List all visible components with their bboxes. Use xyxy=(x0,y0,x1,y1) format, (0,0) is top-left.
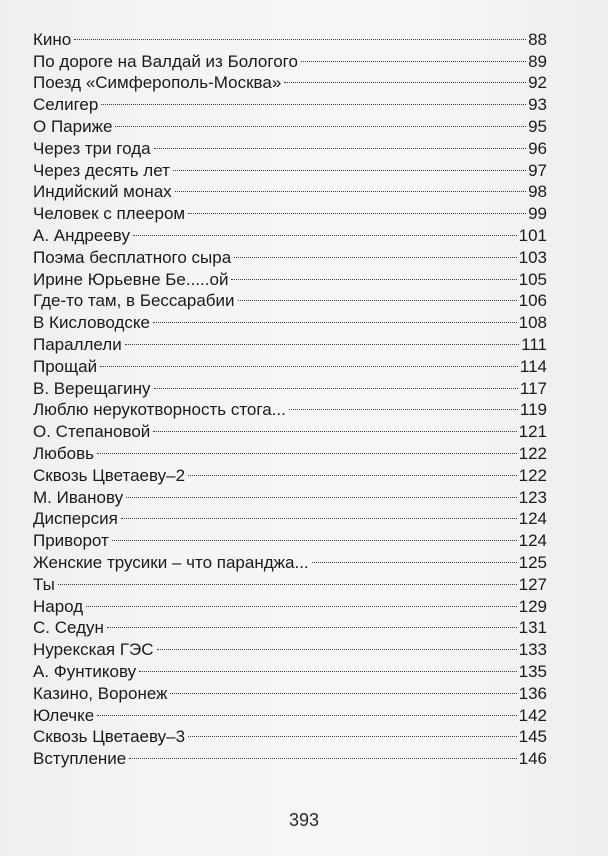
toc-entry-page-number: 89 xyxy=(528,51,547,71)
toc-entry-page-number: 142 xyxy=(518,705,547,725)
toc-entry-title: Любовь xyxy=(33,443,94,463)
dot-leader xyxy=(282,67,527,89)
toc-entry xyxy=(33,721,547,747)
toc-entry xyxy=(33,88,547,115)
dot-leader xyxy=(72,23,527,45)
toc-entry xyxy=(33,45,547,71)
dot-leader xyxy=(137,655,518,677)
toc-entry-page-number: 145 xyxy=(518,727,547,747)
toc-entry-title: А. Андрееву xyxy=(33,225,130,245)
toc-entry-page-number: 103 xyxy=(518,247,547,267)
toc-entry-page-number: 99 xyxy=(528,204,547,224)
dot-leader xyxy=(186,459,518,481)
toc-entry-title: Казино, Воронеж xyxy=(33,683,168,703)
toc-entry xyxy=(33,437,547,463)
toc-entry-title: Сквозь Цветаеву–3 xyxy=(33,727,186,747)
toc-entry-title: Параллели xyxy=(33,334,122,354)
toc-entry-page-number: 111 xyxy=(521,334,547,354)
dot-leader xyxy=(186,721,518,743)
toc-entry-title: С. Седун xyxy=(33,618,104,638)
toc-entry-page-number: 88 xyxy=(528,29,547,49)
dot-leader xyxy=(151,415,517,437)
toc-entry-page-number: 105 xyxy=(518,269,547,289)
dot-leader xyxy=(287,394,519,416)
dot-leader xyxy=(236,285,518,307)
toc-entry-title: А. Фунтикову xyxy=(33,661,137,681)
toc-entry-title: Человек с плеером xyxy=(33,204,186,224)
toc-entry-title: Люблю нерукотворность стога... xyxy=(33,400,286,420)
toc-entry-title: В Кисловодске xyxy=(33,313,150,333)
toc-entry-page-number: 119 xyxy=(519,400,547,420)
dot-leader xyxy=(151,306,518,328)
dot-leader xyxy=(299,45,527,67)
toc-entry-page-number: 114 xyxy=(519,356,547,376)
toc-entry-page-number: 122 xyxy=(518,465,547,485)
dot-leader xyxy=(99,88,527,110)
toc-entry-page-number: 98 xyxy=(528,182,547,202)
toc-entry-title: В. Верещагину xyxy=(33,378,151,398)
toc-entry-page-number: 121 xyxy=(518,422,547,442)
dot-leader xyxy=(186,197,527,219)
dot-leader xyxy=(152,132,527,154)
dot-leader xyxy=(95,437,518,459)
toc-entry-title: Кино xyxy=(33,29,72,49)
toc-entry-title: Сквозь Цветаеву–2 xyxy=(33,465,186,485)
toc-entry-title: Ирине Юрьевне Бе.....ой xyxy=(33,269,229,289)
toc-entry-page-number: 127 xyxy=(518,574,547,594)
dot-leader xyxy=(171,154,527,176)
dot-leader xyxy=(113,110,527,132)
dot-leader xyxy=(95,699,517,721)
toc-entry xyxy=(33,612,547,638)
toc-entry-page-number: 123 xyxy=(518,487,547,507)
toc-entry-page-number: 136 xyxy=(518,683,547,703)
toc-entry-title: Поезд «Симферополь-Москва» xyxy=(33,73,282,93)
dot-leader xyxy=(124,481,518,503)
toc-entry-title: О. Степановой xyxy=(33,422,151,442)
toc-entry-title: Вступление xyxy=(33,749,127,769)
toc-entry-title: Через три года xyxy=(33,138,151,158)
toc-entry xyxy=(33,23,547,49)
toc-entry-title: Народ xyxy=(33,596,84,616)
toc-entry-page-number: 101 xyxy=(518,225,547,245)
toc-entry-title: Поэма бесплатного сыра xyxy=(33,247,232,267)
dot-leader xyxy=(152,372,519,394)
toc-entry-page-number: 106 xyxy=(518,291,547,311)
toc-entry xyxy=(33,699,547,725)
toc-entry-page-number: 97 xyxy=(528,160,547,180)
toc-entry-page-number: 96 xyxy=(528,138,547,158)
toc-entry-title: Ты xyxy=(33,574,55,594)
dot-leader xyxy=(98,350,519,372)
dot-leader xyxy=(127,742,517,764)
dot-leader xyxy=(123,328,520,350)
dot-leader xyxy=(173,176,527,198)
dot-leader xyxy=(110,524,518,546)
dot-leader xyxy=(119,503,518,525)
dot-leader xyxy=(232,241,517,263)
toc-entry-page-number: 108 xyxy=(518,313,547,333)
dot-leader xyxy=(56,568,518,590)
toc-entry-page-number: 93 xyxy=(528,95,547,115)
toc-entry xyxy=(33,546,547,572)
toc-entry-page-number: 122 xyxy=(518,443,547,463)
toc-entry xyxy=(33,372,547,398)
toc-entry xyxy=(33,350,547,376)
toc-entry-title: Где-то там, в Бессарабии xyxy=(33,291,235,311)
toc-entry-page-number: 117 xyxy=(519,378,547,398)
toc-entry-title: Приворот xyxy=(33,531,109,551)
toc-entry-page-number: 92 xyxy=(528,73,547,93)
toc-entry-page-number: 146 xyxy=(518,749,547,769)
toc-entry-title: По дороге на Валдай из Бологого xyxy=(33,51,298,71)
toc-entry xyxy=(33,590,547,616)
toc-entry-page-number: 125 xyxy=(518,552,547,572)
toc-entry-title: Дисперсия xyxy=(33,509,118,529)
toc-entry-title: М. Иванову xyxy=(33,487,124,507)
dot-leader xyxy=(168,677,517,699)
dot-leader xyxy=(229,263,517,285)
toc-entry-title: Юлечке xyxy=(33,705,95,725)
toc-entry-title: Селигер xyxy=(33,95,99,115)
toc-entry-page-number: 124 xyxy=(518,509,547,529)
table-of-contents xyxy=(33,23,547,769)
toc-entry-page-number: 131 xyxy=(518,618,547,638)
toc-entry-title: Нурекская ГЭС xyxy=(33,640,154,660)
dot-leader xyxy=(84,590,517,612)
page-number: 393 xyxy=(288,810,320,830)
dot-leader xyxy=(310,546,518,568)
toc-entry xyxy=(33,459,547,485)
toc-entry-title: Индийский монах xyxy=(33,182,172,202)
toc-entry-page-number: 95 xyxy=(528,116,547,136)
toc-entry xyxy=(33,110,547,136)
toc-entry-page-number: 135 xyxy=(518,661,547,681)
toc-entry xyxy=(33,568,547,594)
toc-entry-title: Через десять лет xyxy=(33,160,170,180)
toc-entry xyxy=(33,633,547,660)
toc-entry-title: Прощай xyxy=(33,356,98,376)
toc-entry-title: Женские трусики – что паранджа... xyxy=(33,552,309,572)
toc-entry-page-number: 129 xyxy=(518,596,547,616)
toc-entry-page-number: 124 xyxy=(518,531,547,551)
toc-entry xyxy=(33,524,547,551)
toc-entry-page-number: 133 xyxy=(518,640,547,660)
dot-leader xyxy=(131,219,518,241)
toc-entry-title: О Париже xyxy=(33,116,113,136)
dot-leader xyxy=(155,633,518,655)
dot-leader xyxy=(105,612,518,634)
